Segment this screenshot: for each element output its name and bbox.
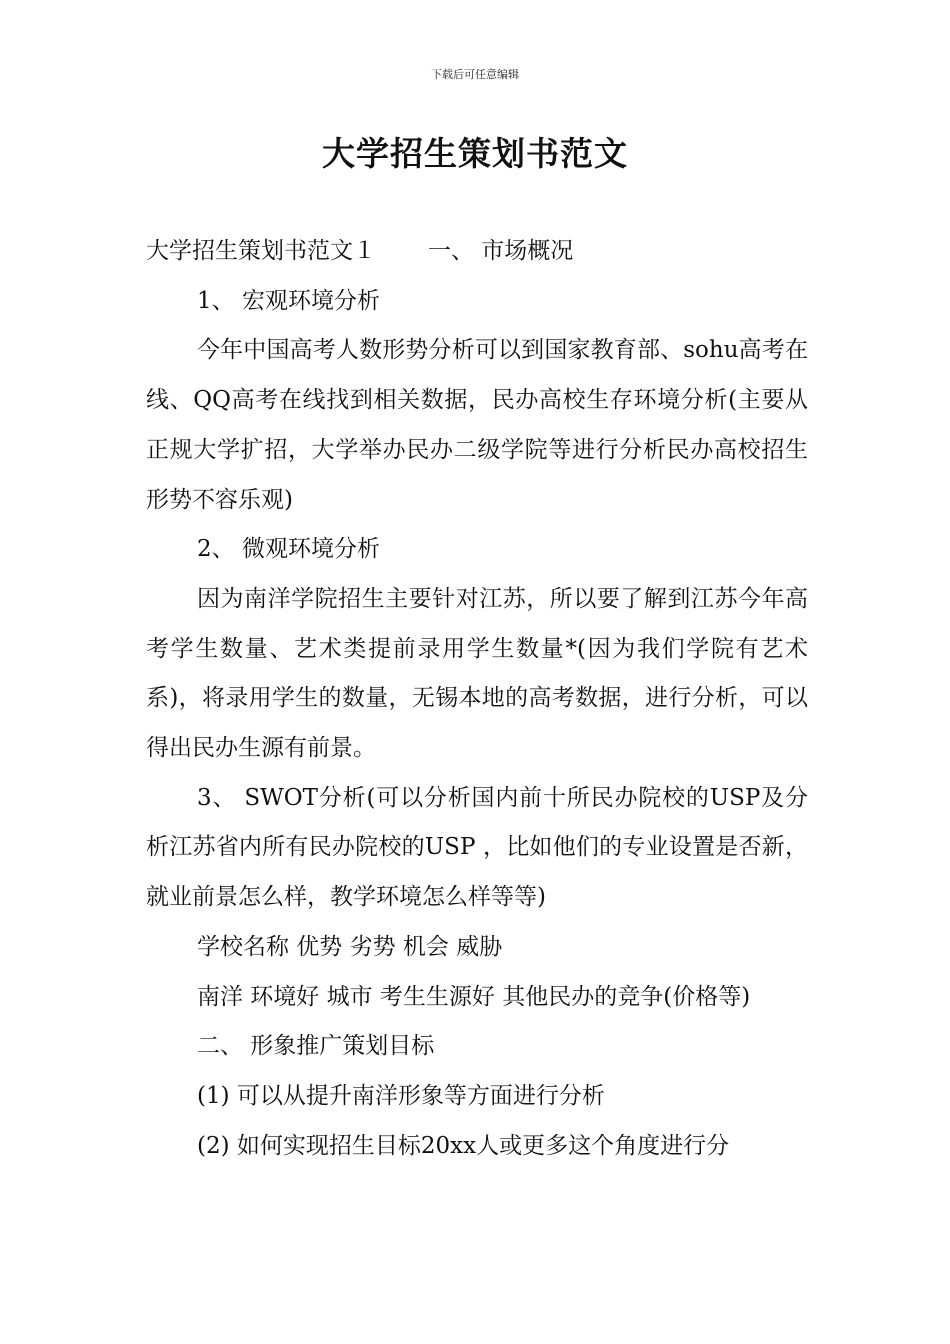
paragraph-intro bbox=[146, 227, 808, 277]
section-heading-market: 一、 市场概况 bbox=[428, 238, 574, 264]
paragraph-macro: 今年中国高考人数形势分析可以到国家教育部、sohu高考在线、QQ高考在线找到相关数据，民办高校生存环境分析(主要从正规大学扩招，大学举办民办二级学院等进行分析民办高校招生形势不容乐观) bbox=[146, 337, 808, 513]
swot-table-header: 学校名称 优势 劣势 机会 威胁 bbox=[197, 933, 503, 960]
goal-item-2: (2) 如何实现招生目标20xx人或更多这个角度进行分 bbox=[197, 1132, 730, 1159]
subheading-micro: 2、 微观环境分析 bbox=[197, 536, 380, 563]
goal-item-1: (1) 可以从提升南洋形象等方面进行分析 bbox=[197, 1082, 605, 1109]
section-heading-goals: 二、 形象推广策划目标 bbox=[197, 1033, 435, 1060]
subheading-macro: 1、 宏观环境分析 bbox=[197, 287, 380, 314]
intro-heading: 大学招生策划书范文１ bbox=[146, 238, 376, 264]
paragraph-swot: 3、 SWOT分析(可以分析国内前十所民办院校的USP及分析江苏省内所有民办院校的USP ，比如他们的专业设置是否新，就业前景怎么样，教学环境怎么样等等) bbox=[146, 784, 808, 911]
document-body bbox=[146, 227, 808, 1171]
paragraph-micro: 因为南洋学院招生主要针对江苏，所以要了解到江苏今年高考学生数量、艺术类提前录用学生数量*(因为我们学院有艺术系)，将录用学生的数量，无锡本地的高考数据，进行分析，可以得出民办生源有前景。 bbox=[146, 585, 808, 762]
header-note: 下载后可任意编辑 bbox=[431, 68, 519, 81]
swot-table-row: 南洋 环境好 城市 考生生源好 其他民办的竞争(价格等) bbox=[197, 983, 751, 1010]
document-title: 大学招生策划书范文 bbox=[322, 134, 628, 173]
